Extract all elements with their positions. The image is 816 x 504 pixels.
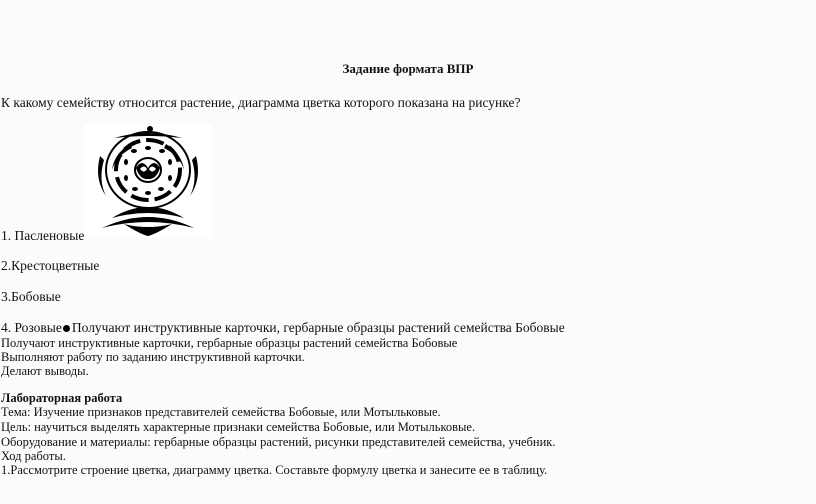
bullet-text: Получают инструктивные карточки, гербарные образцы растений семейства Бобовые: [71, 320, 565, 335]
option-1: 1. Пасленовые: [1, 228, 85, 243]
flower-diagram-icon: [84, 124, 212, 238]
option-2: 2.Крестоцветные: [1, 258, 100, 273]
lab-line: Оборудование и материалы: гербарные образцы растений, рисунки представителей семейства, учебник.: [1, 435, 556, 449]
lab-line: Тема: Изучение признаков представителей семейства Бобовые, или Мотыльковые.: [1, 405, 441, 419]
lab-heading: Лабораторная работа: [1, 391, 123, 405]
option-4: 4. Розовые: [1, 320, 62, 335]
lab-line: 1.Рассмотрите строение цветка, диаграмму цветка. Составьте формулу цветка и занесите ее в таблицу.: [1, 463, 548, 477]
step-line: Получают инструктивные карточки, гербарные образцы растений семейства Бобовые: [1, 336, 458, 350]
bullet-icon: [63, 325, 70, 332]
lab-line: Ход работы.: [1, 449, 66, 463]
option-3: 3.Бобовые: [1, 289, 61, 304]
step-line: Выполняют работу по заданию инструктивной карточки.: [1, 350, 305, 364]
task-title: Задание формата ВПР: [342, 61, 474, 76]
option-4-row: [1, 320, 565, 336]
question-text: К какому семейству относится растение, диаграмма цветка которого показана на рисунке?: [1, 95, 521, 110]
lab-line: Цель: научиться выделять характерные признаки семейства Бобовые, или Мотыльковые.: [1, 420, 476, 434]
flower-diagram-figure: [84, 124, 212, 238]
step-line: Делают выводы.: [1, 364, 89, 378]
